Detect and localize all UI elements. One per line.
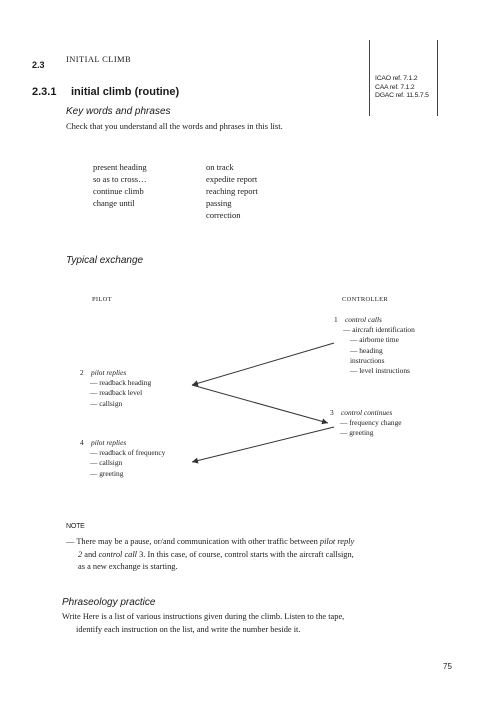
- ref-icao: ICAO ref. 7.1.2: [375, 75, 418, 82]
- note-text-emphasis: 2: [78, 549, 83, 559]
- note-text-emphasis: pilot reply: [319, 537, 355, 546]
- key-word: expedite report: [206, 174, 258, 184]
- phraseology-line: identify each instruction on the list, and write the number beside it.: [76, 624, 301, 634]
- ref-dgac: DGAC ref. 11.5.7.5: [375, 92, 429, 99]
- controller-column-label: CONTROLLER: [342, 296, 388, 303]
- step-line: — readback of frequency: [90, 448, 166, 458]
- subsection-title: initial climb (routine): [71, 86, 180, 98]
- step-line: — level instructions: [350, 366, 410, 376]
- key-word: correction: [206, 210, 241, 220]
- key-word: passing: [206, 198, 232, 208]
- note-text-segment: and: [82, 549, 99, 559]
- section-number: 2.3: [32, 60, 45, 70]
- key-words-heading: Key words and phrases: [66, 106, 171, 117]
- note-text-segment: as a new exchange is starting.: [78, 562, 178, 571]
- subsection-number: 2.3.1: [32, 86, 57, 98]
- phraseology-line: Write Here is a list of various instructions given during the climb. Listen to the tape,: [62, 612, 345, 621]
- step-line: — callsign: [90, 458, 123, 468]
- pilot-column-label: PILOT: [92, 296, 112, 303]
- key-word: continue climb: [93, 186, 144, 196]
- typical-exchange-heading: Typical exchange: [66, 255, 144, 266]
- step-number: 2: [80, 368, 84, 377]
- step-line: — readback level: [90, 388, 143, 398]
- step-number: 4: [80, 438, 84, 447]
- step-line: — frequency change: [340, 418, 402, 428]
- step-line: — airborne time: [350, 335, 399, 345]
- ref-caa: CAA ref. 7.1.2: [375, 83, 415, 91]
- step-line: — heading: [350, 345, 383, 355]
- note-text-emphasis: control call: [98, 549, 138, 559]
- step-line: — greeting: [340, 428, 374, 438]
- page-number: 75: [443, 662, 452, 671]
- note-label: NOTE: [66, 523, 85, 530]
- key-word: so as to cross…: [93, 174, 147, 184]
- section-title: INITIAL CLIMB: [66, 54, 132, 64]
- key-word: change until: [93, 198, 135, 208]
- phraseology-instruction: [62, 611, 344, 636]
- step-title: control calls: [345, 315, 382, 324]
- key-word: present heading: [93, 162, 147, 172]
- step-title: pilot replies: [91, 438, 127, 447]
- step-line: — aircraft identification: [343, 325, 415, 335]
- step-line: — readback heading: [90, 378, 152, 388]
- key-word: reaching report: [206, 186, 258, 196]
- step-number: 3: [330, 408, 334, 417]
- key-word: on track: [206, 162, 234, 172]
- step-line: — callsign: [90, 398, 123, 408]
- step-number: 1: [334, 315, 338, 324]
- step-line: — greeting: [90, 468, 124, 478]
- note-text-segment: — There may be a pause, or/and communication with other traffic between: [66, 537, 320, 546]
- key-words-instruction: Check that you understand all the words and phrases in this list.: [66, 121, 283, 131]
- phraseology-heading: Phraseology practice: [62, 597, 156, 608]
- note-text: [66, 536, 354, 574]
- step-title: pilot replies: [91, 368, 127, 377]
- note-text-segment: 3. In this case, of course, control starts with the aircraft callsign,: [137, 549, 354, 559]
- arrow-pilot2-to-controller3: [192, 385, 328, 423]
- step-title: control continues: [341, 408, 393, 417]
- step-line: instructions: [350, 355, 385, 365]
- arrow-controller1-to-pilot2: [192, 343, 334, 385]
- arrow-controller3-to-pilot4: [192, 427, 334, 462]
